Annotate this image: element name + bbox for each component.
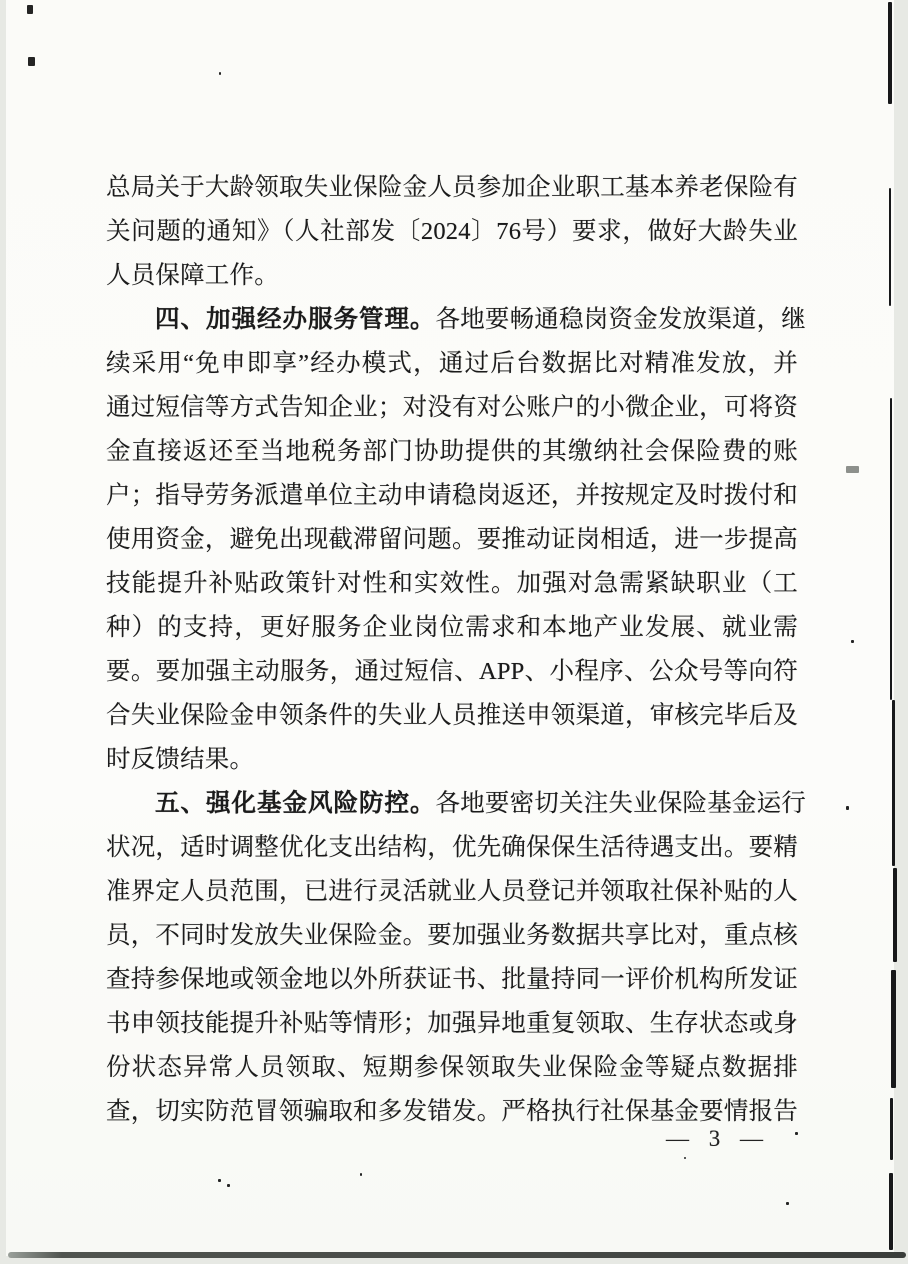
text-line-16: [106, 826, 798, 870]
scan-speck-2: [28, 57, 35, 66]
text-run: 金直接返还至当地税务部门协助提供的其缴纳社会保险费的账: [106, 438, 798, 465]
scan-speck-4: [846, 466, 859, 473]
text-run: 状况，适时调整优化支出结构，优先确保保生活待遇支出。要精: [106, 834, 798, 861]
scan-edge-right-6: [891, 970, 896, 1088]
text-run: 员，不同时发放失业保险金。要加强业务数据共享比对，重点核: [106, 922, 798, 949]
page-number: — 3 —: [666, 1126, 770, 1151]
text-line-13: [106, 694, 798, 738]
text-run: 使用资金，避免出现截滞留问题。要推动证岗相适，进一步提高: [106, 526, 798, 553]
scan-edge-right-3: [890, 398, 892, 700]
text-run: 份状态异常人员领取、短期参保领取失业保险金等疑点数据排: [106, 1054, 798, 1081]
scan-speck-1: [27, 5, 33, 14]
scan-speck-6: [846, 806, 849, 810]
text-line-6: [106, 386, 798, 430]
document-body: [106, 166, 806, 1134]
scan-speck-10: [218, 1179, 221, 1182]
text-run: 总局关于大龄领取失业保险金人员参加企业职工基本养老保险有: [106, 174, 798, 201]
document-page: [6, 0, 894, 1256]
scan-edge-right-2: [889, 188, 891, 306]
text-line-12: [106, 650, 798, 694]
scan-edge-bottom: [8, 1252, 906, 1258]
text-line-2: [106, 210, 798, 254]
scan-speck-3: [219, 72, 221, 75]
text-run: 通过短信等方式告知企业；对没有对公账户的小微企业，可将资: [106, 394, 798, 421]
text-run: 续采用“免申即享”经办模式，通过后台数据比对精准发放，并: [106, 350, 798, 377]
text-run: 要。要加强主动服务，通过短信、APP、小程序、公众号等向符: [106, 658, 798, 685]
text-line-9: [106, 518, 798, 562]
text-line-19: [106, 958, 798, 1002]
scan-speck-11: [227, 1184, 230, 1187]
text-run: 查持参保地或领金地以外所获证书、批量持同一评价机构所发证: [106, 966, 798, 993]
text-run: 关问题的通知》（人社部发〔2024〕76号）要求，做好大龄失业: [106, 218, 798, 245]
scan-edge-right-8: [889, 1173, 893, 1250]
text-line-7: [106, 430, 798, 474]
text-run: 书申领技能提升补贴等情形；加强异地重复领取、生存状态或身: [106, 1010, 798, 1037]
text-run: 人员保障工作。: [106, 262, 279, 289]
scan-edge-right-5: [893, 868, 897, 962]
text-run: 各地要畅通稳岗资金发放渠道，继: [435, 306, 806, 333]
text-line-5: [106, 342, 798, 386]
text-run: 查，切实防范冒领骗取和多发错发。严格执行社保基金要情报告: [106, 1098, 798, 1125]
text-run: 合失业保险金申领条件的失业人员推送申领渠道，审核完毕后及: [106, 702, 798, 729]
text-run: 种）的支持，更好服务企业岗位需求和本地产业发展、就业需: [106, 614, 798, 641]
scan-edge-right-4: [892, 700, 895, 866]
text-line-17: [106, 870, 798, 914]
text-line-18: [106, 914, 798, 958]
text-line-10: [106, 562, 798, 606]
text-line-21: [106, 1046, 798, 1090]
text-line-11: [106, 606, 798, 650]
text-line-3: [106, 254, 798, 298]
text-line-20: [106, 1002, 798, 1046]
scan-speck-5: [851, 640, 854, 643]
text-line-14: [106, 738, 798, 782]
section-heading-run: 五、强化基金风险防控。: [155, 790, 436, 817]
scan-edge-right-7: [890, 1098, 893, 1160]
text-run: 技能提升补贴政策针对性和实效性。加强对急需紧缺职业（工: [106, 570, 798, 597]
text-run: 户；指导劳务派遣单位主动申请稳岗返还，并按规定及时拨付和: [106, 482, 798, 509]
text-line-15: [106, 782, 806, 826]
scan-speck-12: [360, 1173, 362, 1176]
text-line-8: [106, 474, 798, 518]
scan-speck-7: [795, 1132, 798, 1135]
text-run: 准界定人员范围，已进行灵活就业人员登记并领取社保补贴的人: [106, 878, 798, 905]
section-heading-run: 四、加强经办服务管理。: [155, 306, 436, 333]
scan-speck-8: [684, 1157, 686, 1159]
text-run: 各地要密切关注失业保险基金运行: [435, 790, 806, 817]
text-line-1: [106, 166, 798, 210]
scan-speck-9: [786, 1202, 789, 1205]
scan-edge-right-1: [888, 2, 892, 104]
text-line-4: [106, 298, 806, 342]
text-run: 时反馈结果。: [106, 746, 255, 773]
